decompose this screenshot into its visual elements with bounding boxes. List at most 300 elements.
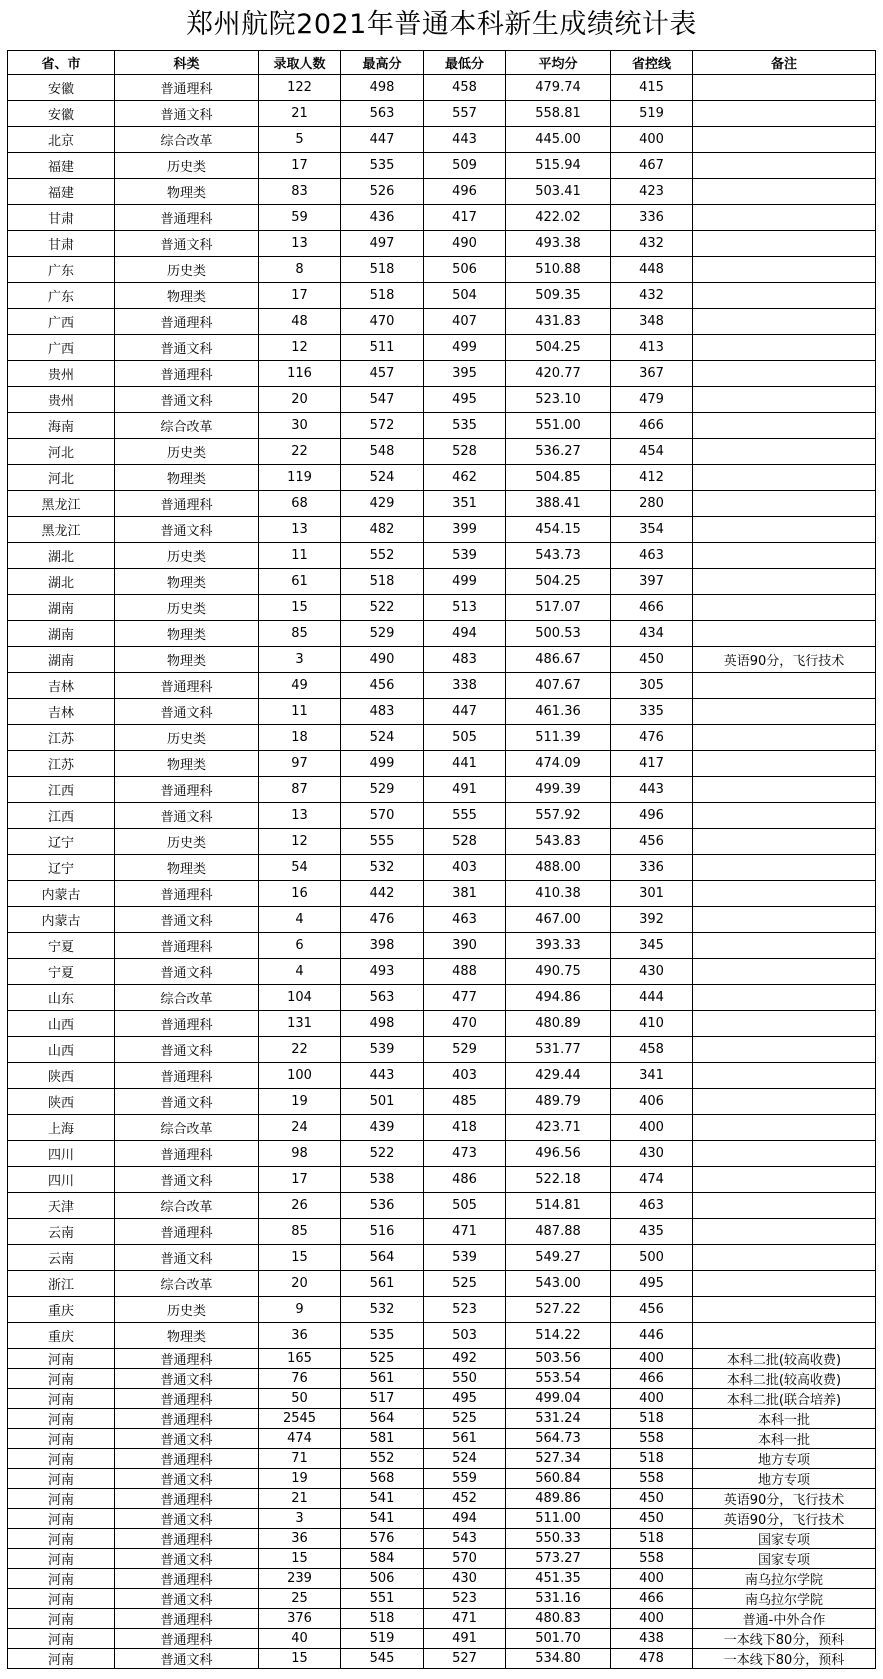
control-line-cell: 410: [611, 1011, 693, 1037]
remarks-cell: [693, 153, 876, 179]
control-line-cell: 454: [611, 439, 693, 465]
admitted-count-cell: 3: [259, 647, 341, 673]
table-row: [8, 647, 876, 673]
province-cell: 甘肃: [8, 205, 115, 231]
min-score-cell: 441: [424, 751, 506, 777]
table-row: [8, 205, 876, 231]
category-cell: 历史类: [115, 153, 259, 179]
control-line-cell: 450: [611, 1489, 693, 1509]
min-score-cell: 505: [424, 1193, 506, 1219]
control-line-cell: 458: [611, 1037, 693, 1063]
control-line-cell: 430: [611, 959, 693, 985]
min-score-cell: 491: [424, 1629, 506, 1649]
table-row: [8, 387, 876, 413]
province-cell: 江苏: [8, 725, 115, 751]
category-cell: 历史类: [115, 595, 259, 621]
admitted-count-cell: 119: [259, 465, 341, 491]
category-cell: 普通理科: [115, 1141, 259, 1167]
avg-score-cell: 527.22: [506, 1297, 611, 1323]
control-line-cell: 305: [611, 673, 693, 699]
province-cell: 黑龙江: [8, 491, 115, 517]
avg-score-cell: 489.86: [506, 1489, 611, 1509]
province-cell: 黑龙江: [8, 517, 115, 543]
table-row: [8, 1115, 876, 1141]
max-score-cell: 581: [341, 1429, 424, 1449]
control-line-cell: 392: [611, 907, 693, 933]
province-cell: 河南: [8, 1509, 115, 1529]
category-cell: 普通理科: [115, 1063, 259, 1089]
min-score-cell: 447: [424, 699, 506, 725]
admitted-count-cell: 87: [259, 777, 341, 803]
province-cell: 辽宁: [8, 829, 115, 855]
table-row: [8, 1529, 876, 1549]
category-cell: 物理类: [115, 283, 259, 309]
control-line-cell: 438: [611, 1629, 693, 1649]
remarks-cell: [693, 673, 876, 699]
remarks-cell: 本科二批(联合培养): [693, 1389, 876, 1409]
remarks-cell: 国家专项: [693, 1549, 876, 1569]
control-line-cell: 280: [611, 491, 693, 517]
min-score-cell: 561: [424, 1429, 506, 1449]
category-cell: 普通文科: [115, 1509, 259, 1529]
control-line-cell: 336: [611, 855, 693, 881]
avg-score-cell: 560.84: [506, 1469, 611, 1489]
avg-score-cell: 451.35: [506, 1569, 611, 1589]
avg-score-cell: 551.00: [506, 413, 611, 439]
max-score-cell: 398: [341, 933, 424, 959]
control-line-cell: 463: [611, 543, 693, 569]
remarks-cell: [693, 335, 876, 361]
province-cell: 内蒙古: [8, 907, 115, 933]
control-line-cell: 335: [611, 699, 693, 725]
table-row: [8, 1649, 876, 1669]
remarks-cell: [693, 699, 876, 725]
category-cell: 历史类: [115, 439, 259, 465]
min-score-cell: 494: [424, 621, 506, 647]
remarks-cell: [693, 439, 876, 465]
max-score-cell: 518: [341, 1609, 424, 1629]
province-cell: 广西: [8, 309, 115, 335]
province-cell: 内蒙古: [8, 881, 115, 907]
admitted-count-cell: 20: [259, 387, 341, 413]
admitted-count-cell: 21: [259, 1489, 341, 1509]
remarks-cell: 国家专项: [693, 1529, 876, 1549]
page-title: 郑州航院2021年普通本科新生成绩统计表: [186, 9, 697, 40]
remarks-cell: [693, 491, 876, 517]
max-score-cell: 517: [341, 1389, 424, 1409]
remarks-cell: [693, 231, 876, 257]
remarks-cell: [693, 283, 876, 309]
header-control-line: 省控线: [611, 51, 693, 75]
max-score-cell: 443: [341, 1063, 424, 1089]
min-score-cell: 496: [424, 179, 506, 205]
admitted-count-cell: 131: [259, 1011, 341, 1037]
admitted-count-cell: 36: [259, 1323, 341, 1349]
province-cell: 河北: [8, 465, 115, 491]
remarks-cell: 本科一批: [693, 1409, 876, 1429]
category-cell: 普通文科: [115, 1649, 259, 1669]
control-line-cell: 518: [611, 1409, 693, 1429]
province-cell: 海南: [8, 413, 115, 439]
admitted-count-cell: 16: [259, 881, 341, 907]
min-score-cell: 529: [424, 1037, 506, 1063]
remarks-cell: 本科二批(较高收费): [693, 1349, 876, 1369]
table-row: [8, 231, 876, 257]
header-avg-score: 平均分: [506, 51, 611, 75]
province-cell: 吉林: [8, 673, 115, 699]
avg-score-cell: 531.16: [506, 1589, 611, 1609]
min-score-cell: 470: [424, 1011, 506, 1037]
max-score-cell: 518: [341, 257, 424, 283]
table-row: [8, 1167, 876, 1193]
min-score-cell: 523: [424, 1589, 506, 1609]
category-cell: 普通理科: [115, 1489, 259, 1509]
admitted-count-cell: 12: [259, 335, 341, 361]
max-score-cell: 429: [341, 491, 424, 517]
avg-score-cell: 564.73: [506, 1429, 611, 1449]
admitted-count-cell: 13: [259, 803, 341, 829]
remarks-cell: 普通-中外合作: [693, 1609, 876, 1629]
control-line-cell: 450: [611, 1509, 693, 1529]
admitted-count-cell: 36: [259, 1529, 341, 1549]
min-score-cell: 488: [424, 959, 506, 985]
category-cell: 综合改革: [115, 1193, 259, 1219]
admitted-count-cell: 97: [259, 751, 341, 777]
category-cell: 普通文科: [115, 1167, 259, 1193]
admitted-count-cell: 19: [259, 1089, 341, 1115]
max-score-cell: 568: [341, 1469, 424, 1489]
max-score-cell: 497: [341, 231, 424, 257]
avg-score-cell: 423.71: [506, 1115, 611, 1141]
province-cell: 河南: [8, 1349, 115, 1369]
admitted-count-cell: 239: [259, 1569, 341, 1589]
table-row: [8, 1297, 876, 1323]
category-cell: 普通理科: [115, 1529, 259, 1549]
admitted-count-cell: 19: [259, 1469, 341, 1489]
table-row: [8, 1489, 876, 1509]
province-cell: 山西: [8, 1037, 115, 1063]
category-cell: 普通文科: [115, 699, 259, 725]
table-row: [8, 933, 876, 959]
province-cell: 河南: [8, 1409, 115, 1429]
control-line-cell: 463: [611, 1193, 693, 1219]
max-score-cell: 457: [341, 361, 424, 387]
table-row: [8, 699, 876, 725]
province-cell: 北京: [8, 127, 115, 153]
admitted-count-cell: 61: [259, 569, 341, 595]
admitted-count-cell: 68: [259, 491, 341, 517]
avg-score-cell: 531.77: [506, 1037, 611, 1063]
remarks-cell: [693, 1323, 876, 1349]
avg-score-cell: 517.07: [506, 595, 611, 621]
table-row: [8, 803, 876, 829]
control-line-cell: 518: [611, 1449, 693, 1469]
table-row: [8, 881, 876, 907]
category-cell: 普通文科: [115, 335, 259, 361]
province-cell: 天津: [8, 1193, 115, 1219]
control-line-cell: 400: [611, 1115, 693, 1141]
admitted-count-cell: 104: [259, 985, 341, 1011]
max-score-cell: 524: [341, 725, 424, 751]
max-score-cell: 548: [341, 439, 424, 465]
admitted-count-cell: 18: [259, 725, 341, 751]
province-cell: 宁夏: [8, 933, 115, 959]
max-score-cell: 511: [341, 335, 424, 361]
remarks-cell: [693, 855, 876, 881]
control-line-cell: 341: [611, 1063, 693, 1089]
remarks-cell: [693, 1271, 876, 1297]
avg-score-cell: 515.94: [506, 153, 611, 179]
category-cell: 普通理科: [115, 1449, 259, 1469]
province-cell: 浙江: [8, 1271, 115, 1297]
admitted-count-cell: 24: [259, 1115, 341, 1141]
category-cell: 普通文科: [115, 387, 259, 413]
category-cell: 普通理科: [115, 933, 259, 959]
max-score-cell: 532: [341, 855, 424, 881]
control-line-cell: 456: [611, 829, 693, 855]
admitted-count-cell: 85: [259, 1219, 341, 1245]
remarks-cell: [693, 1089, 876, 1115]
min-score-cell: 495: [424, 1389, 506, 1409]
table-row: [8, 1629, 876, 1649]
category-cell: 历史类: [115, 829, 259, 855]
max-score-cell: 529: [341, 621, 424, 647]
control-line-cell: 495: [611, 1271, 693, 1297]
province-cell: 湖南: [8, 595, 115, 621]
remarks-cell: 南乌拉尔学院: [693, 1569, 876, 1589]
remarks-cell: [693, 1193, 876, 1219]
min-score-cell: 505: [424, 725, 506, 751]
avg-score-cell: 534.80: [506, 1649, 611, 1669]
min-score-cell: 477: [424, 985, 506, 1011]
admitted-count-cell: 4: [259, 907, 341, 933]
min-score-cell: 528: [424, 439, 506, 465]
admitted-count-cell: 17: [259, 283, 341, 309]
admitted-count-cell: 26: [259, 1193, 341, 1219]
table-row: [8, 595, 876, 621]
admitted-count-cell: 17: [259, 1167, 341, 1193]
category-cell: 物理类: [115, 855, 259, 881]
category-cell: 普通理科: [115, 1569, 259, 1589]
min-score-cell: 525: [424, 1409, 506, 1429]
min-score-cell: 490: [424, 231, 506, 257]
admitted-count-cell: 22: [259, 439, 341, 465]
remarks-cell: [693, 751, 876, 777]
remarks-cell: [693, 1141, 876, 1167]
control-line-cell: 400: [611, 127, 693, 153]
admitted-count-cell: 3: [259, 1509, 341, 1529]
table-row: [8, 1429, 876, 1449]
avg-score-cell: 536.27: [506, 439, 611, 465]
table-row: [8, 855, 876, 881]
remarks-cell: [693, 595, 876, 621]
province-cell: 江苏: [8, 751, 115, 777]
category-cell: 普通理科: [115, 673, 259, 699]
min-score-cell: 570: [424, 1549, 506, 1569]
province-cell: 河南: [8, 1529, 115, 1549]
admitted-count-cell: 474: [259, 1429, 341, 1449]
max-score-cell: 541: [341, 1489, 424, 1509]
remarks-cell: [693, 413, 876, 439]
min-score-cell: 492: [424, 1349, 506, 1369]
control-line-cell: 430: [611, 1141, 693, 1167]
max-score-cell: 498: [341, 75, 424, 101]
remarks-cell: 英语90分，飞行技术: [693, 1489, 876, 1509]
min-score-cell: 535: [424, 413, 506, 439]
admitted-count-cell: 12: [259, 829, 341, 855]
remarks-cell: [693, 829, 876, 855]
control-line-cell: 448: [611, 257, 693, 283]
province-cell: 湖北: [8, 543, 115, 569]
control-line-cell: 466: [611, 595, 693, 621]
max-score-cell: 470: [341, 309, 424, 335]
max-score-cell: 563: [341, 985, 424, 1011]
category-cell: 普通理科: [115, 1011, 259, 1037]
avg-score-cell: 480.89: [506, 1011, 611, 1037]
province-cell: 河南: [8, 1589, 115, 1609]
control-line-cell: 466: [611, 1369, 693, 1389]
category-cell: 普通文科: [115, 1469, 259, 1489]
remarks-cell: [693, 985, 876, 1011]
avg-score-cell: 493.38: [506, 231, 611, 257]
table-header-row: [8, 51, 876, 75]
min-score-cell: 390: [424, 933, 506, 959]
table-row: [8, 1011, 876, 1037]
admitted-count-cell: 22: [259, 1037, 341, 1063]
avg-score-cell: 486.67: [506, 647, 611, 673]
category-cell: 普通文科: [115, 907, 259, 933]
table-row: [8, 1193, 876, 1219]
control-line-cell: 301: [611, 881, 693, 907]
header-province: 省、市: [8, 51, 115, 75]
min-score-cell: 458: [424, 75, 506, 101]
province-cell: 河南: [8, 1629, 115, 1649]
control-line-cell: 348: [611, 309, 693, 335]
table-row: [8, 491, 876, 517]
max-score-cell: 570: [341, 803, 424, 829]
admitted-count-cell: 30: [259, 413, 341, 439]
province-cell: 江西: [8, 803, 115, 829]
table-row: [8, 309, 876, 335]
province-cell: 四川: [8, 1167, 115, 1193]
max-score-cell: 561: [341, 1271, 424, 1297]
category-cell: 综合改革: [115, 127, 259, 153]
category-cell: 综合改革: [115, 413, 259, 439]
category-cell: 普通理科: [115, 777, 259, 803]
min-score-cell: 550: [424, 1369, 506, 1389]
province-cell: 河南: [8, 1429, 115, 1449]
category-cell: 普通理科: [115, 1409, 259, 1429]
control-line-cell: 412: [611, 465, 693, 491]
control-line-cell: 367: [611, 361, 693, 387]
control-line-cell: 474: [611, 1167, 693, 1193]
min-score-cell: 403: [424, 1063, 506, 1089]
province-cell: 河南: [8, 1369, 115, 1389]
control-line-cell: 400: [611, 1349, 693, 1369]
max-score-cell: 490: [341, 647, 424, 673]
category-cell: 普通理科: [115, 1609, 259, 1629]
max-score-cell: 572: [341, 413, 424, 439]
province-cell: 河南: [8, 1549, 115, 1569]
avg-score-cell: 499.39: [506, 777, 611, 803]
max-score-cell: 563: [341, 101, 424, 127]
control-line-cell: 558: [611, 1549, 693, 1569]
avg-score-cell: 500.53: [506, 621, 611, 647]
min-score-cell: 473: [424, 1141, 506, 1167]
category-cell: 普通文科: [115, 1369, 259, 1389]
avg-score-cell: 420.77: [506, 361, 611, 387]
province-cell: 山东: [8, 985, 115, 1011]
avg-score-cell: 490.75: [506, 959, 611, 985]
category-cell: 普通理科: [115, 361, 259, 387]
province-cell: 河南: [8, 1609, 115, 1629]
province-cell: 安徽: [8, 101, 115, 127]
avg-score-cell: 467.00: [506, 907, 611, 933]
table-row: [8, 751, 876, 777]
remarks-cell: [693, 777, 876, 803]
remarks-cell: [693, 1063, 876, 1089]
category-cell: 普通文科: [115, 959, 259, 985]
table-row: [8, 985, 876, 1011]
max-score-cell: 436: [341, 205, 424, 231]
admitted-count-cell: 15: [259, 1245, 341, 1271]
control-line-cell: 432: [611, 231, 693, 257]
avg-score-cell: 543.00: [506, 1271, 611, 1297]
remarks-cell: [693, 1297, 876, 1323]
province-cell: 河南: [8, 1489, 115, 1509]
admitted-count-cell: 122: [259, 75, 341, 101]
category-cell: 普通理科: [115, 309, 259, 335]
table-body: [8, 75, 876, 1669]
min-score-cell: 504: [424, 283, 506, 309]
table-row: [8, 1141, 876, 1167]
avg-score-cell: 527.34: [506, 1449, 611, 1469]
min-score-cell: 528: [424, 829, 506, 855]
table-row: [8, 439, 876, 465]
table-row: [8, 673, 876, 699]
category-cell: 普通理科: [115, 75, 259, 101]
admitted-count-cell: 376: [259, 1609, 341, 1629]
remarks-cell: 一本线下80分，预科: [693, 1629, 876, 1649]
avg-score-cell: 504.85: [506, 465, 611, 491]
avg-score-cell: 522.18: [506, 1167, 611, 1193]
max-score-cell: 498: [341, 1011, 424, 1037]
table-row: [8, 1271, 876, 1297]
table-row: [8, 725, 876, 751]
admission-score-table: [7, 50, 876, 1669]
control-line-cell: 518: [611, 1529, 693, 1549]
min-score-cell: 509: [424, 153, 506, 179]
category-cell: 普通文科: [115, 803, 259, 829]
control-line-cell: 336: [611, 205, 693, 231]
avg-score-cell: 487.88: [506, 1219, 611, 1245]
table-row: [8, 361, 876, 387]
category-cell: 综合改革: [115, 1115, 259, 1141]
category-cell: 普通理科: [115, 1389, 259, 1409]
max-score-cell: 539: [341, 1037, 424, 1063]
control-line-cell: 444: [611, 985, 693, 1011]
admitted-count-cell: 13: [259, 231, 341, 257]
max-score-cell: 518: [341, 569, 424, 595]
max-score-cell: 456: [341, 673, 424, 699]
table-row: [8, 1219, 876, 1245]
header-remarks: 备注: [693, 51, 876, 75]
min-score-cell: 463: [424, 907, 506, 933]
max-score-cell: 516: [341, 1219, 424, 1245]
min-score-cell: 527: [424, 1649, 506, 1669]
max-score-cell: 526: [341, 179, 424, 205]
province-cell: 重庆: [8, 1297, 115, 1323]
